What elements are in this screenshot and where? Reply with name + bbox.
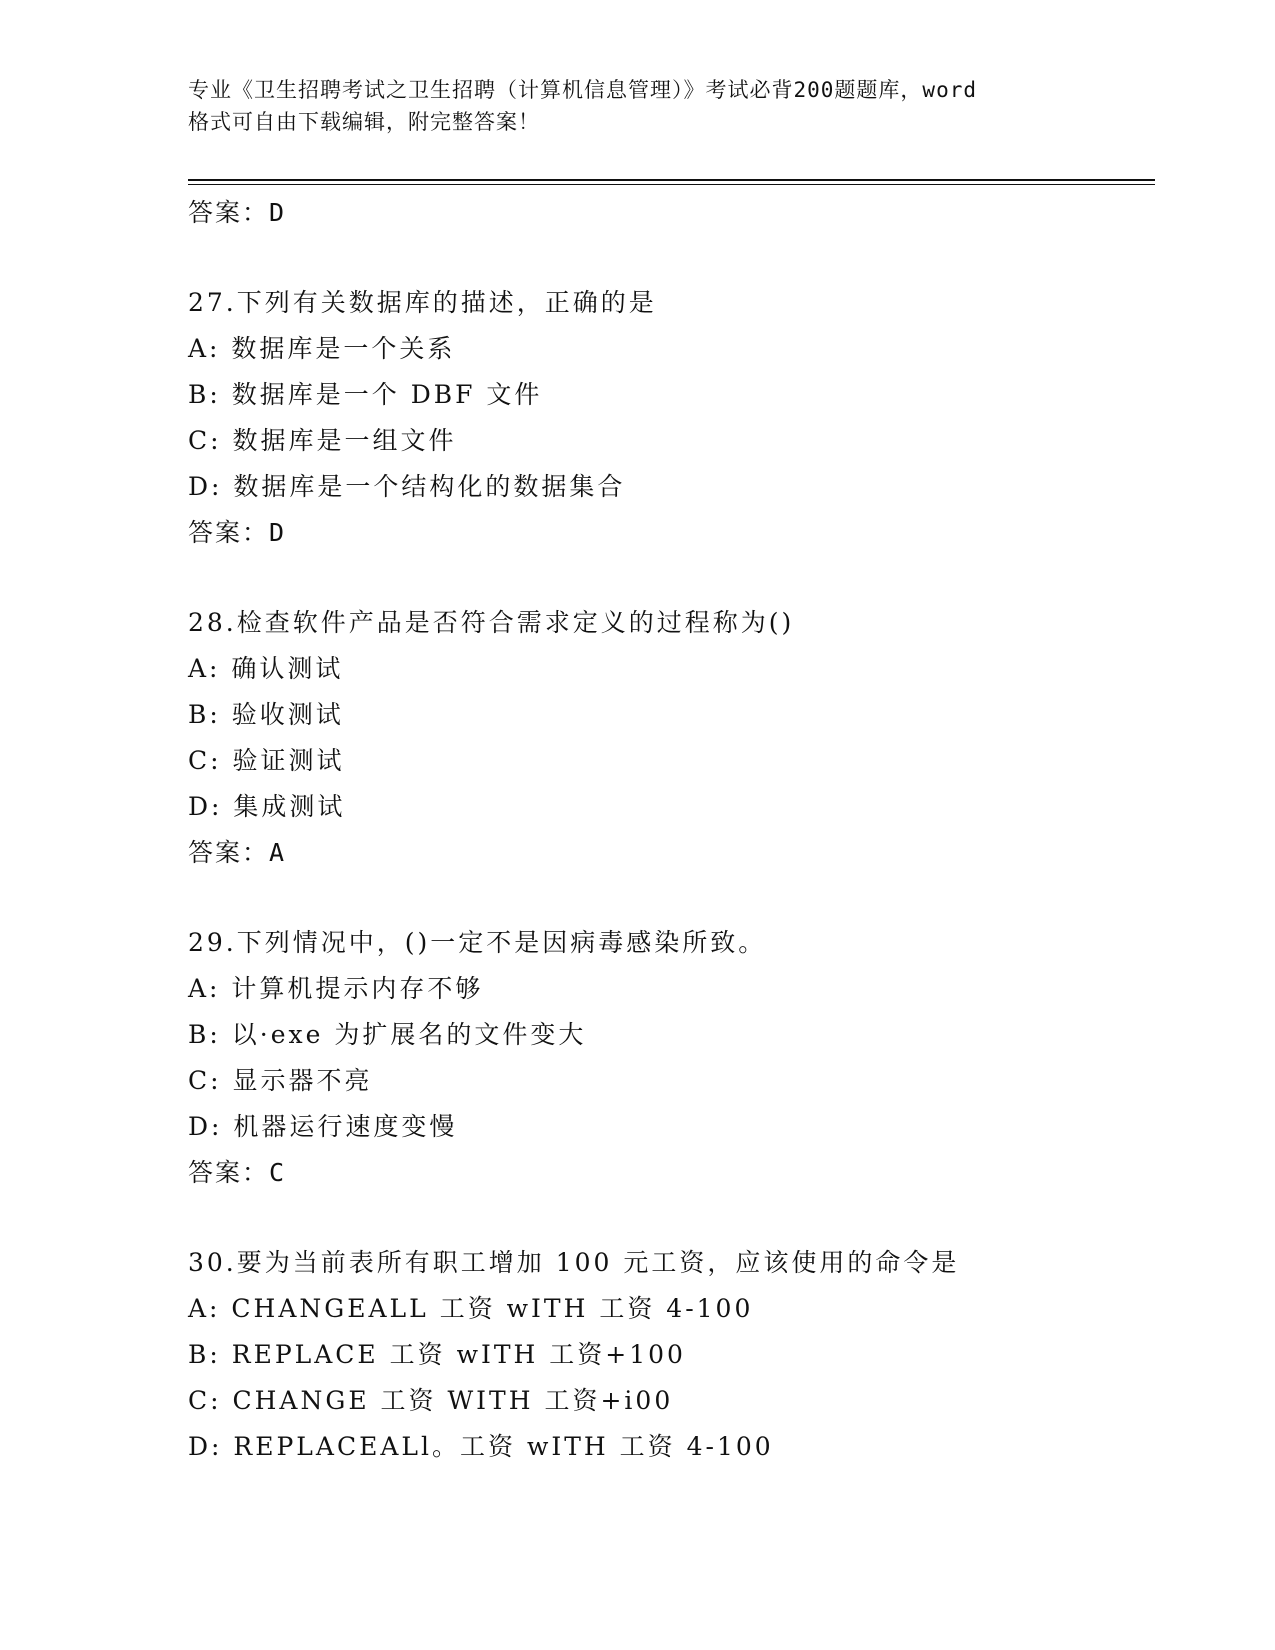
option-b: B: 以·exe 为扩展名的文件变大 <box>188 1020 587 1049</box>
option-d: D: 集成测试 <box>188 792 346 821</box>
header-line-2: 格式可自由下载编辑，附完整答案！ <box>188 110 540 134</box>
question-list <box>188 190 1148 1470</box>
option-b: B: 验收测试 <box>188 700 344 729</box>
answer-line: 答案：D <box>188 198 287 227</box>
question-29 <box>188 920 1148 1196</box>
answer-line: 答案：C <box>188 1158 287 1187</box>
spacer <box>188 556 1148 600</box>
question-28 <box>188 600 1148 876</box>
header-rule-thick <box>188 179 1155 181</box>
answer-line: 答案：D <box>188 518 287 547</box>
option-b: B: 数据库是一个 DBF 文件 <box>188 380 543 409</box>
question-30 <box>188 1240 1148 1470</box>
answer-line: 答案：A <box>188 838 287 867</box>
spacer <box>188 1196 1148 1240</box>
header-rule-thin <box>188 184 1155 185</box>
option-d: D: 机器运行速度变慢 <box>188 1112 458 1141</box>
option-c: C: 显示器不亮 <box>188 1066 373 1095</box>
option-c: C: 数据库是一组文件 <box>188 426 457 455</box>
spacer <box>188 876 1148 920</box>
spacer <box>188 236 1148 280</box>
question-stem: 29.下列情况中，()一定不是因病毒感染所致。 <box>188 928 767 957</box>
question-stem: 27.下列有关数据库的描述，正确的是 <box>188 288 657 317</box>
question-27 <box>188 280 1148 556</box>
option-b: B: REPLACE 工资 wITH 工资+100 <box>188 1340 686 1369</box>
question-stem: 30.要为当前表所有职工增加 100 元工资，应该使用的命令是 <box>188 1248 960 1277</box>
option-a: A: 计算机提示内存不够 <box>188 974 484 1003</box>
option-d: D: REPLACEALl。工资 wITH 工资 4-100 <box>188 1432 774 1461</box>
option-c: C: 验证测试 <box>188 746 345 775</box>
option-a: A: CHANGEALL 工资 wITH 工资 4-100 <box>188 1294 754 1323</box>
option-c: C: CHANGE 工资 WITH 工资+i00 <box>188 1386 674 1415</box>
header-line-1: 专业《卫生招聘考试之卫生招聘（计算机信息管理）》考试必背200题题库，word <box>188 78 977 102</box>
question-stem: 28.检查软件产品是否符合需求定义的过程称为() <box>188 608 795 637</box>
option-a: A: 数据库是一个关系 <box>188 334 456 363</box>
document-header <box>188 74 1088 138</box>
option-a: A: 确认测试 <box>188 654 344 683</box>
option-d: D: 数据库是一个结构化的数据集合 <box>188 472 626 501</box>
